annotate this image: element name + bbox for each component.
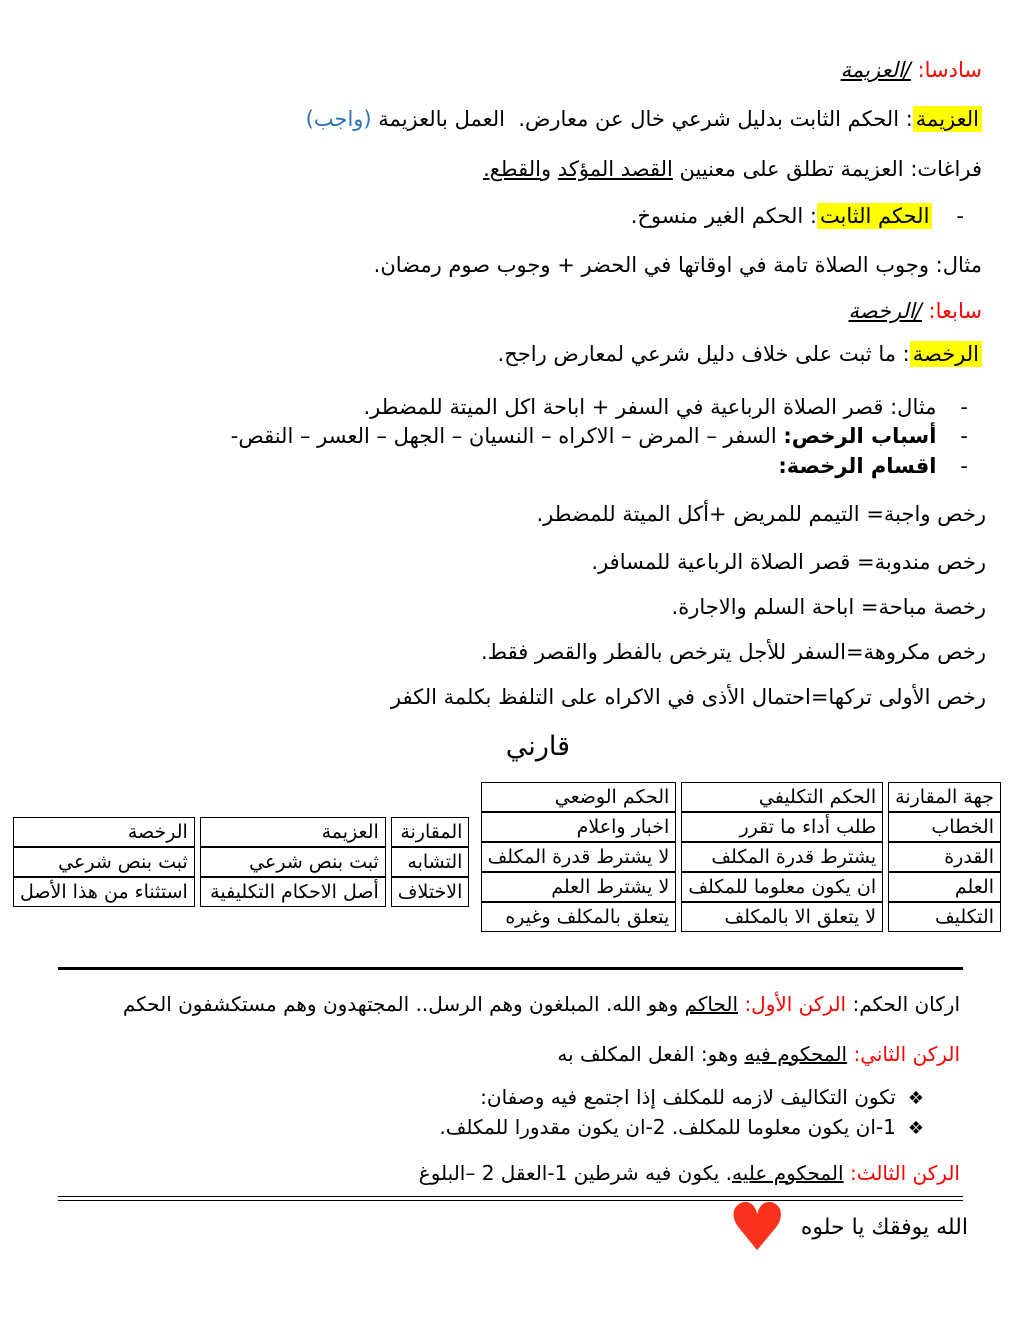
- aqsam-label: اقسام الرخصة:: [778, 454, 937, 478]
- condition-items-line: [439, 1112, 924, 1144]
- header-cell: الحكم التكليفي: [681, 782, 883, 812]
- dash-bullet-icon: -: [960, 454, 968, 478]
- heading-sixth: [841, 55, 982, 85]
- comparison-table-azeemah-rukhsa: [8, 817, 474, 907]
- header-cell: المقارنة: [391, 817, 470, 847]
- table-row: [13, 877, 469, 907]
- table-cell: ان يكون معلوما للمكلف: [681, 872, 883, 902]
- table-cell: التشابه: [391, 847, 470, 877]
- thabit-definition: : الحكم الغير منسوخ.: [630, 204, 817, 228]
- faraghat-connector: و: [541, 157, 558, 181]
- azeemah-term-highlight: العزيمة: [913, 106, 982, 132]
- heading-seventh-label: سابعا:: [928, 299, 982, 323]
- rukn2-underlined: المحكوم فيه: [744, 1042, 848, 1066]
- rukhsa-term-highlight: الرخصة: [910, 341, 982, 367]
- heading-sixth-label: سادسا:: [917, 58, 982, 82]
- rukn2-label: الركن الثاني:: [847, 1042, 960, 1066]
- table-cell: القدرة: [888, 842, 1001, 872]
- rukhsa-type-item: رخص واجبة= التيمم للمريض +أكل الميتة للمضطر.: [536, 502, 986, 526]
- faraghat-underline-1: القصد المؤكد: [557, 157, 673, 181]
- rukhsa-definition: : ما ثبت على خلاف دليل شرعي لمعارض راجح.: [497, 342, 910, 366]
- footer-blessing: الله يوفقك يا حلوه: [800, 1215, 968, 1240]
- footer-blessing-line: [727, 1189, 968, 1266]
- arkan-rukn2-line: [557, 1039, 960, 1069]
- header-cell: جهة المقارنة: [888, 782, 1001, 812]
- condition-intro: تكون التكاليف لازمه للمكلف إذا اجتمع فيه وصفان:: [480, 1085, 896, 1109]
- table-header-row: [13, 817, 469, 847]
- table-cell: ثبت بنص شرعي: [13, 847, 195, 877]
- table-cell: استثناء من هذا الأصل: [13, 877, 195, 907]
- rukn3-underlined: المحكوم عليه: [732, 1161, 844, 1185]
- heading-sixth-title: /العزيمة: [840, 58, 911, 82]
- table-row: [481, 842, 1001, 872]
- header-cell: العزيمة: [200, 817, 386, 847]
- table-cell: الاختلاف: [391, 877, 470, 907]
- faraghat-line: [483, 154, 982, 184]
- arkan-rukn1-line: [123, 989, 960, 1019]
- aqsam-line: [778, 451, 968, 481]
- rukhsa-example: مثال: قصر الصلاة الرباعية في السفر + اباحة اكل الميتة للمضطر.: [363, 395, 937, 419]
- azeemah-definition-line: [306, 104, 982, 134]
- compare-title: قارني: [505, 731, 570, 762]
- header-cell: الرخصة: [13, 817, 195, 847]
- asbab-text: السفر – المرض – الاكراه – النسيان – الجهل – العسر – النقص-: [230, 424, 784, 448]
- rukn1-label: الركن الأول:: [738, 992, 847, 1016]
- dash-bullet-icon: -: [960, 424, 968, 448]
- table-cell: الخطاب: [888, 812, 1001, 842]
- rukhsa-type-item: رخص الأولى تركها=احتمال الأذى في الاكراه على التلفظ بكلمة الكفر: [390, 685, 986, 709]
- comparison-table-hukm: [476, 782, 1006, 932]
- table-cell: لا يتعلق الا بالمكلف: [681, 902, 883, 932]
- table-cell: العلم: [888, 872, 1001, 902]
- heart-icon: ♥: [727, 1189, 787, 1266]
- azeemah-ruling: (واجب): [305, 107, 372, 131]
- table-cell: أصل الاحكام التكليفية: [200, 877, 386, 907]
- rukn1-underlined: الحاكم: [684, 992, 739, 1016]
- faraghat-prefix: فراغات: العزيمة تطلق على معنيين: [672, 157, 982, 181]
- diamond-bullet-icon: ❖: [907, 1118, 924, 1139]
- arkan-intro: اركان الحكم:: [846, 992, 960, 1016]
- table-row: [481, 902, 1001, 932]
- rukhsa-definition-line: [498, 339, 982, 369]
- table-cell: التكليف: [888, 902, 1001, 932]
- azeemah-definition: : الحكم الثابت بدليل شرعي خال عن معارض. العمل بالعزيمة: [371, 107, 913, 131]
- table-row: [481, 812, 1001, 842]
- table-cell: ثبت بنص شرعي: [200, 847, 386, 877]
- table-cell: طلب أداء ما تقرر: [681, 812, 883, 842]
- arkan-rukn3-line: [419, 1158, 960, 1188]
- table-row: [481, 872, 1001, 902]
- rukn1-rest: وهو الله. المبلغون وهم الرسل.. المجتهدون وهم مستكشفون الحكم: [122, 992, 685, 1016]
- thabit-term-highlight: الحكم الثابت: [817, 203, 932, 229]
- table-cell: يشترط قدرة المكلف: [681, 842, 883, 872]
- table-cell: يتعلق بالمكلف وغيره: [481, 902, 677, 932]
- diamond-bullet-icon: ❖: [907, 1088, 924, 1109]
- asbab-label: أسباب الرخص:: [783, 424, 937, 448]
- thabit-line: [631, 201, 964, 231]
- condition-items: 1-ان يكون معلوما للمكلف. 2-ان يكون مقدورا للمكلف.: [439, 1115, 896, 1139]
- heading-seventh: [849, 296, 983, 326]
- dash-bullet-icon: -: [960, 395, 968, 419]
- table-cell: لا يشترط العلم: [481, 872, 677, 902]
- table-cell: لا يشترط قدرة المكلف: [481, 842, 677, 872]
- dash-bullet-icon: -: [956, 204, 964, 228]
- condition-intro-line: [480, 1082, 924, 1114]
- faraghat-underline-2: القطع.: [483, 157, 541, 181]
- rukn3-rest: . يكون فيه شرطين 1-العقل 2 –البلوغ: [418, 1161, 733, 1185]
- azeemah-example-line: مثال: وجوب الصلاة تامة في اوقاتها في الحضر + وجوب صوم رمضان.: [373, 253, 982, 277]
- asbab-line: [231, 421, 968, 451]
- header-cell: الحكم الوضعي: [481, 782, 677, 812]
- table-row: [13, 847, 469, 877]
- table-header-row: [481, 782, 1001, 812]
- heading-seventh-title: /الرخصة: [848, 299, 922, 323]
- rukn3-label: الركن الثالث:: [843, 1161, 960, 1185]
- table-cell: اخبار واعلام: [481, 812, 677, 842]
- rukhsa-type-item: رخصة مباحة= اباحة السلم والاجارة.: [671, 595, 986, 619]
- rukhsa-example-line: [363, 392, 968, 422]
- separator-line: [58, 967, 963, 970]
- rukhsa-type-item: رخص مكروهة=السفر للأجل يترخص بالفطر والقصر فقط.: [480, 640, 986, 664]
- separator-line-double: [58, 1196, 963, 1201]
- rukn2-rest: وهو: الفعل المكلف به: [557, 1042, 745, 1066]
- rukhsa-type-item: رخص مندوبة= قصر الصلاة الرباعية للمسافر.: [591, 550, 986, 574]
